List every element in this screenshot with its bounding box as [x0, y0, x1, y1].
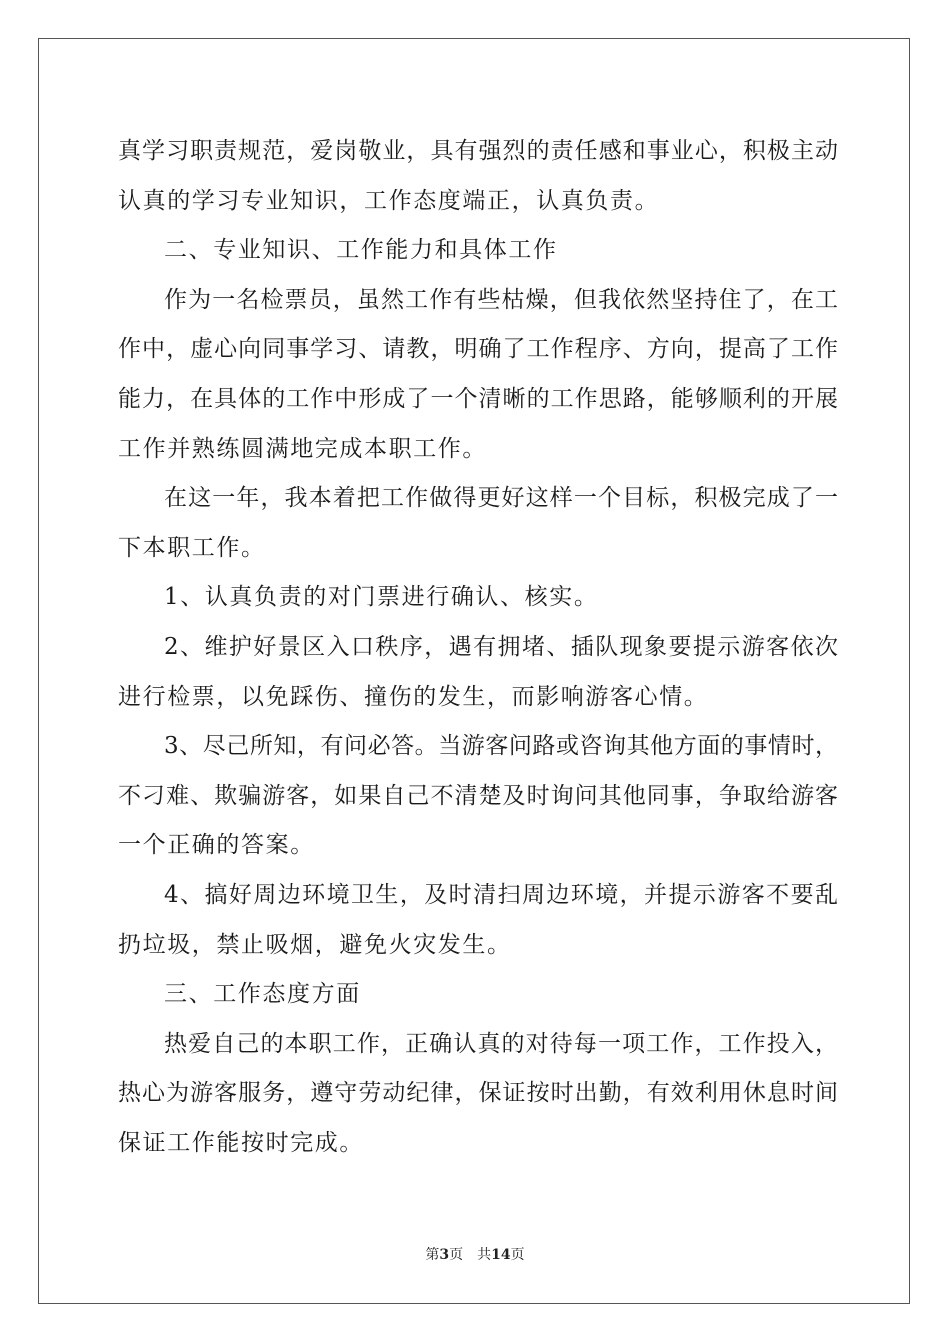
page-number: 3 [439, 1247, 450, 1263]
page-suffix: 页 [449, 1247, 464, 1263]
text-line [118, 921, 838, 971]
text-line [118, 425, 838, 475]
line-text: 3、尽己所知，有问必答。当游客问路或咨询其他方面的事情时， [164, 733, 838, 760]
text-line [118, 1119, 838, 1169]
line-text: 热心为游客服务，遵守劳动纪律，保证按时出勤，有效利用休息时间 [118, 1080, 838, 1107]
line-text: 4、搞好周边环境卫生，及时清扫周边环境，并提示游客不要乱 [164, 881, 838, 908]
total-prefix: 共 [477, 1247, 492, 1263]
line-text: 真学习职责规范，爱岗敬业，具有强烈的责任感和事业心，积极主动 [118, 138, 838, 164]
line-text: 一个正确的答案。 [118, 832, 315, 859]
section-heading [118, 970, 838, 1020]
line-text: 下本职工作。 [118, 534, 266, 561]
page-footer [0, 1244, 950, 1264]
line-text: 热爱自己的本职工作，正确认真的对待每一项工作，工作投入， [164, 1030, 838, 1057]
total-pages: 14 [491, 1247, 511, 1263]
line-text: 工作并熟练圆满地完成本职工作。 [118, 435, 487, 462]
line-text: 作为一名检票员，虽然工作有些枯燥，但我依然坚持住了，在工 [164, 286, 838, 313]
line-text: 作中，虚心向同事学习、请教，明确了工作程序、方向，提高了工作 [118, 336, 838, 363]
line-text: 不刁难、欺骗游客，如果自己不清楚及时询问其他同事，争取给游客 [118, 782, 838, 809]
text-line [118, 524, 838, 574]
text-line [118, 1020, 838, 1070]
text-line [118, 1069, 838, 1119]
text-line [118, 474, 838, 524]
text-line [118, 325, 838, 375]
text-line [118, 673, 838, 723]
page-prefix: 第 [425, 1247, 440, 1263]
line-text: 二、专业知识、工作能力和具体工作 [164, 237, 558, 264]
list-item [118, 573, 838, 623]
line-text: 进行检票，以免踩伤、撞伤的发生，而影响游客心情。 [118, 683, 709, 710]
line-text: 在这一年，我本着把工作做得更好这样一个目标，积极完成了一 [164, 485, 838, 512]
document-body [118, 127, 838, 1168]
line-text: 三、工作态度方面 [164, 981, 361, 1008]
list-item [118, 623, 838, 673]
total-suffix: 页 [510, 1247, 525, 1263]
line-text: 扔垃圾，禁止吸烟，避免火灾发生。 [118, 931, 512, 958]
text-line [118, 127, 838, 177]
list-item [118, 871, 838, 921]
line-text: 2、维护好景区入口秩序，遇有拥堵、插队现象要提示游客依次 [164, 633, 838, 660]
text-line [118, 375, 838, 425]
text-line [118, 821, 838, 871]
text-line [118, 177, 838, 227]
line-text: 保证工作能按时完成。 [118, 1129, 364, 1156]
text-line [118, 276, 838, 326]
line-text: 认真的学习专业知识，工作态度端正，认真负责。 [118, 187, 660, 214]
text-line [118, 772, 838, 822]
section-heading [118, 226, 838, 276]
line-text: 能力，在具体的工作中形成了一个清晰的工作思路，能够顺利的开展 [118, 385, 838, 412]
list-item [118, 722, 838, 772]
line-text: 1、认真负责的对门票进行确认、核实。 [164, 584, 599, 611]
